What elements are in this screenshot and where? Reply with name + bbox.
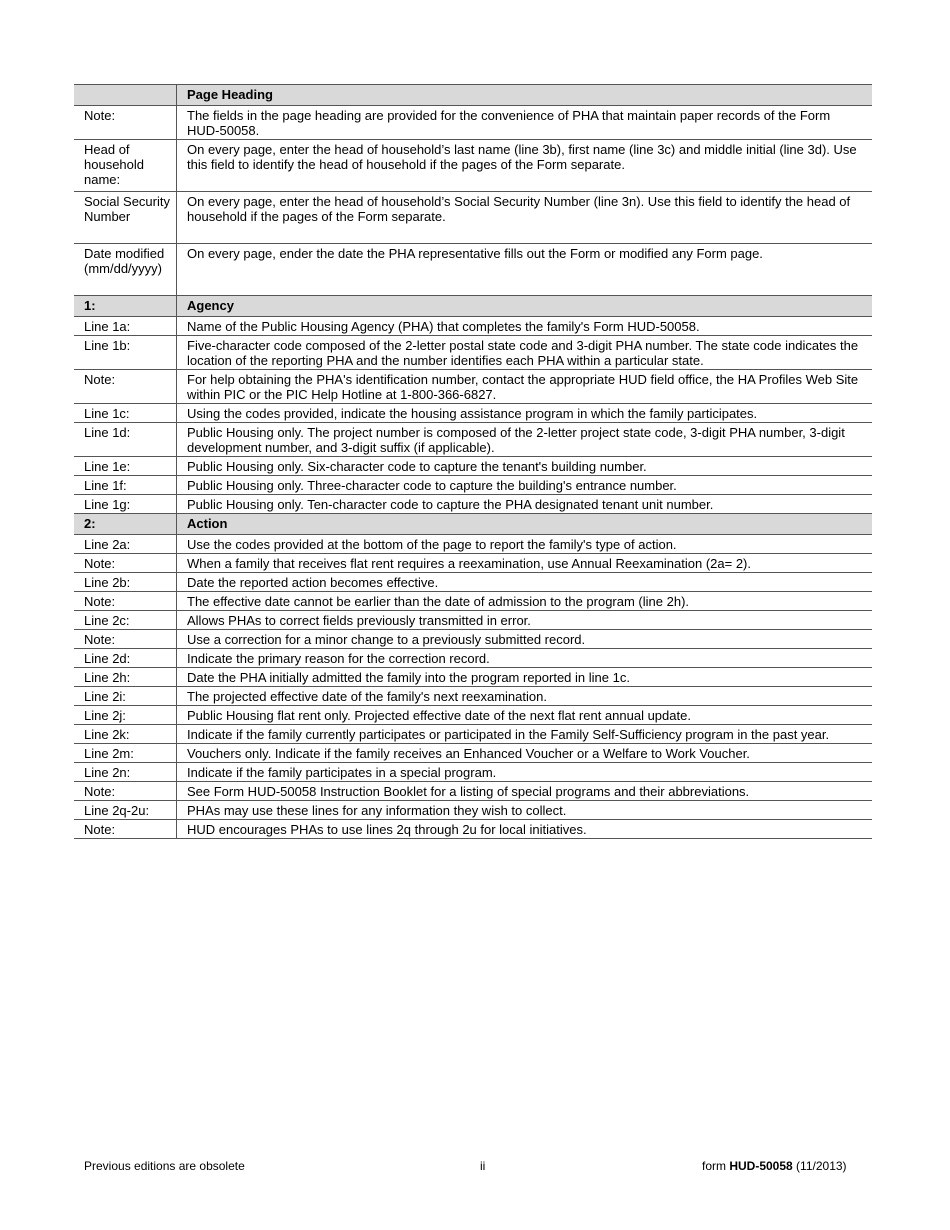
footer-form-date: (11/2013) (792, 1159, 847, 1173)
table-row (74, 495, 872, 514)
row-description: Vouchers only. Indicate if the family receives an Enhanced Voucher or a Welfare to Work Voucher. (177, 744, 873, 763)
row-description: Indicate if the family currently participates or participated in the Family Self-Sufficiency program in the past year. (177, 725, 873, 744)
row-label: Line 2m: (74, 744, 177, 763)
row-description: Date the PHA initially admitted the family into the program reported in line 1c. (177, 668, 873, 687)
row-label: Line 1f: (74, 476, 177, 495)
table-row (74, 687, 872, 706)
row-description: Name of the Public Housing Agency (PHA) that completes the family's Form HUD-50058. (177, 317, 873, 336)
table-row (74, 554, 872, 573)
row-description: Indicate if the family participates in a special program. (177, 763, 873, 782)
row-label: Head of household name: (74, 140, 177, 192)
table-row (74, 573, 872, 592)
row-description: On every page, enter the head of household’s last name (line 3b), first name (line 3c) and middle initial (line 3d). Use this field to identify the head of household if the pages of the Form separate. (177, 140, 873, 192)
table-row (74, 706, 872, 725)
table-row (74, 106, 872, 140)
row-label: Social Security Number (74, 192, 177, 244)
row-description: Five-character code composed of the 2-letter postal state code and 3-digit PHA number. The state code indicates the location of the reporting PHA and the number identifies each PHA within a particular state. (177, 336, 873, 370)
section-title: Action (177, 514, 873, 535)
row-label: Line 2j: (74, 706, 177, 725)
section-title: Page Heading (177, 85, 873, 106)
row-label: Note: (74, 106, 177, 140)
table-row (74, 725, 872, 744)
row-description: The effective date cannot be earlier than the date of admission to the program (line 2h). (177, 592, 873, 611)
row-label: Line 2d: (74, 649, 177, 668)
row-description: The fields in the page heading are provided for the convenience of PHA that maintain paper records of the Form HUD-50058. (177, 106, 873, 140)
table-row (74, 192, 872, 244)
row-description: Public Housing only. Six-character code to capture the tenant's building number. (177, 457, 873, 476)
row-description: Public Housing only. Three-character code to capture the building's entrance number. (177, 476, 873, 495)
table-row (74, 140, 872, 192)
section-header-row (74, 85, 872, 106)
row-description: See Form HUD-50058 Instruction Booklet for a listing of special programs and their abbreviations. (177, 782, 873, 801)
footer-form-prefix: form (702, 1159, 730, 1173)
row-description: Public Housing only. The project number is composed of the 2-letter project state code, 3-digit PHA number, 3-digit development number, and 3-digit suffix (if applicable). (177, 423, 873, 457)
table-row (74, 630, 872, 649)
row-label: Line 1b: (74, 336, 177, 370)
row-label: Note: (74, 554, 177, 573)
row-label: Note: (74, 630, 177, 649)
row-label: Line 2n: (74, 763, 177, 782)
table-row (74, 801, 872, 820)
footer-obsolete-note: Previous editions are obsolete (84, 1159, 245, 1173)
table-row (74, 244, 872, 296)
table-row (74, 782, 872, 801)
row-description: Date the reported action becomes effective. (177, 573, 873, 592)
row-description: The projected effective date of the family's next reexamination. (177, 687, 873, 706)
row-description: On every page, ender the date the PHA representative fills out the Form or modified any Form page. (177, 244, 873, 296)
section-number (74, 85, 177, 106)
row-description: Public Housing only. Ten-character code to capture the PHA designated tenant unit number. (177, 495, 873, 514)
table-row (74, 423, 872, 457)
table-row (74, 649, 872, 668)
row-label: Line 1a: (74, 317, 177, 336)
row-label: Note: (74, 592, 177, 611)
section-number: 1: (74, 296, 177, 317)
footer-form-id (702, 1159, 847, 1173)
row-label: Note: (74, 820, 177, 839)
row-description: Allows PHAs to correct fields previously transmitted in error. (177, 611, 873, 630)
row-description: PHAs may use these lines for any information they wish to collect. (177, 801, 873, 820)
row-label: Line 2k: (74, 725, 177, 744)
table-row (74, 668, 872, 687)
table-row (74, 763, 872, 782)
table-row (74, 404, 872, 423)
table-row (74, 744, 872, 763)
section-header-row (74, 514, 872, 535)
row-description: Indicate the primary reason for the correction record. (177, 649, 873, 668)
table-row (74, 317, 872, 336)
table-row (74, 592, 872, 611)
footer-page-number: ii (480, 1159, 486, 1173)
table-row (74, 476, 872, 495)
row-label: Line 2b: (74, 573, 177, 592)
row-label: Line 2a: (74, 535, 177, 554)
section-header-row (74, 296, 872, 317)
row-description: On every page, enter the head of household’s Social Security Number (line 3n). Use this field to identify the head of household if the pages of the Form separate. (177, 192, 873, 244)
row-label: Line 1g: (74, 495, 177, 514)
row-label: Line 2h: (74, 668, 177, 687)
row-label: Line 2c: (74, 611, 177, 630)
table-row (74, 820, 872, 839)
row-description: When a family that receives flat rent requires a reexamination, use Annual Reexamination (2a= 2). (177, 554, 873, 573)
row-label: Date modified (mm/dd/yyyy) (74, 244, 177, 296)
row-label: Line 1d: (74, 423, 177, 457)
instructions-table (74, 84, 872, 839)
row-label: Note: (74, 370, 177, 404)
row-description: Using the codes provided, indicate the housing assistance program in which the family participates. (177, 404, 873, 423)
row-label: Note: (74, 782, 177, 801)
table-row (74, 457, 872, 476)
table-row (74, 611, 872, 630)
row-label: Line 1c: (74, 404, 177, 423)
row-description: HUD encourages PHAs to use lines 2q through 2u for local initiatives. (177, 820, 873, 839)
row-label: Line 2q-2u: (74, 801, 177, 820)
row-description: Use the codes provided at the bottom of the page to report the family's type of action. (177, 535, 873, 554)
section-title: Agency (177, 296, 873, 317)
table-row (74, 535, 872, 554)
row-description: Public Housing flat rent only. Projected effective date of the next flat rent annual update. (177, 706, 873, 725)
row-label: Line 2i: (74, 687, 177, 706)
row-description: Use a correction for a minor change to a previously submitted record. (177, 630, 873, 649)
table-row (74, 336, 872, 370)
section-number: 2: (74, 514, 177, 535)
row-description: For help obtaining the PHA's identification number, contact the appropriate HUD field office, the HA Profiles Web Site within PIC or the PIC Help Hotline at 1-800-366-6827. (177, 370, 873, 404)
row-label: Line 1e: (74, 457, 177, 476)
table-row (74, 370, 872, 404)
footer-form-number: HUD-50058 (729, 1159, 793, 1173)
